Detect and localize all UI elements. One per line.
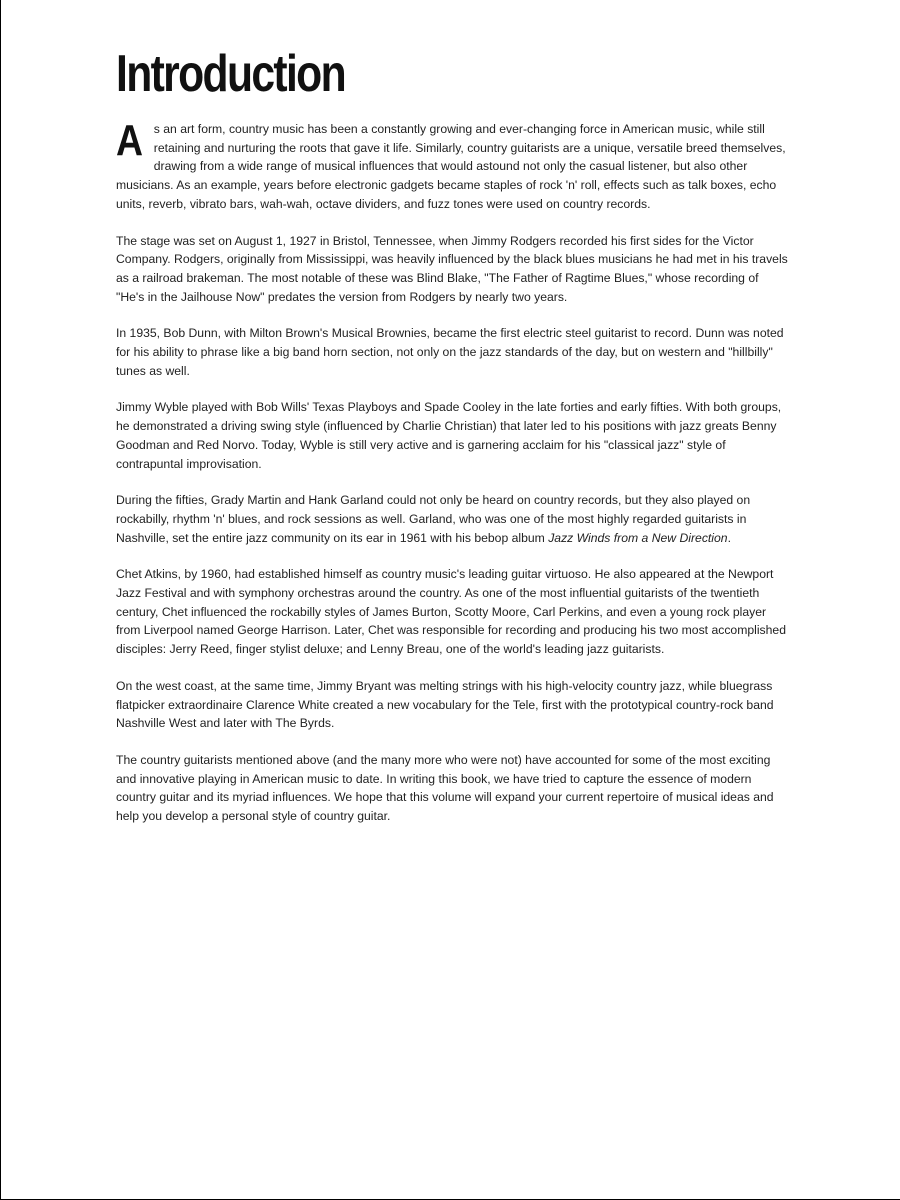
album-title: Jazz Winds from a New Direction xyxy=(548,530,728,545)
paragraph-2: The stage was set on August 1, 1927 in Bristol, Tennessee, when Jimmy Rodgers recorded his first sides for the Victor Company. Rodgers, originally from Mississippi, was heavily influenced by the black blues musicians he had met in his travels as a railroad brakeman. The most notable of these was Blind Blake, "The Father of Ragtime Blues," whose recording of "He's in the Jailhouse Now" predates the version from Rodgers by nearly two years. xyxy=(116,233,788,304)
paragraph-5-end: . xyxy=(727,530,731,545)
drop-cap: A xyxy=(116,116,144,165)
paragraph-5 xyxy=(116,491,788,547)
page-title: Introduction xyxy=(116,45,345,103)
paragraph-7: On the west coast, at the same time, Jimmy Bryant was melting strings with his high-velocity country jazz, while bluegrass flatpicker extraordinaire Clarence White created a new vocabulary for the Tele, first with the prototypical country-rock band Nashville West and later with The Byrds. xyxy=(116,678,774,731)
body-text xyxy=(116,116,788,844)
paragraph-8: The country guitarists mentioned above (and the many more who were not) have accounted for some of the most exciting and innovative playing in American music to date. In writing this book, we have tried to capture the essence of modern country guitar and its myriad influences. We hope that this volume will expand your current repertoire of musical ideas and help you develop a personal style of country guitar. xyxy=(116,752,774,824)
paragraph-1-text: s an art form, country music has been a constantly growing and ever-changing force in American music, while still retaining and nurturing the roots that gave it life. Similarly, country guitarists are a unique, versatile breed themselves, drawing from a wide range of musical influences that would astound not only the casual listener, but also other musicians. As an example, years before electronic gadgets became staples of rock 'n' roll, effects such as talk boxes, echo units, reverb, vibrato bars, wah-wah, octave dividers, and fuzz tones were used on country records. xyxy=(116,122,786,211)
paragraph-5-text: During the fifties, Grady Martin and Hank Garland could not only be heard on country records, but they also played on rockabilly, rhythm 'n' blues, and rock sessions as well. Garland, who was one of the most highly regarded guitarists in Nashville, set the entire jazz community on its ear in 1961 with his bebop album xyxy=(116,493,751,545)
paragraph-3: In 1935, Bob Dunn, with Milton Brown's Musical Brownies, became the first electric steel guitarist to record. Dunn was noted for his ability to phrase like a big band horn section, not only on the jazz standards of the day, but on western and "hillbilly" tunes as well. xyxy=(116,326,784,378)
paragraph-6: Chet Atkins, by 1960, had established himself as country music's leading guitar virtuoso. He also appeared at the Newport Jazz Festival and with symphony orchestras around the country. As one of the most influential guitarists of the twentieth century, Chet influenced the rockabilly styles of James Burton, Scotty Moore, Carl Perkins, and even a young rock player from Liverpool named George Harrison. Later, Chet was responsible for recording and producing his two most accomplished disciples: Jerry Reed, finger stylist deluxe; and Lenny Breau, one of the world's leading jazz guitarists. xyxy=(116,567,786,657)
paragraph-4: Jimmy Wyble played with Bob Wills' Texas Playboys and Spade Cooley in the late forties and early fifties. With both groups, he demonstrated a driving swing style (influenced by Charlie Christian) that later led to his positions with jazz greats Benny Goodman and Red Norvo. Today, Wyble is still very active and is garnering acclaim for his "classical jazz" style of contrapuntal improvisation. xyxy=(116,400,782,471)
paragraph-1 xyxy=(116,116,788,214)
